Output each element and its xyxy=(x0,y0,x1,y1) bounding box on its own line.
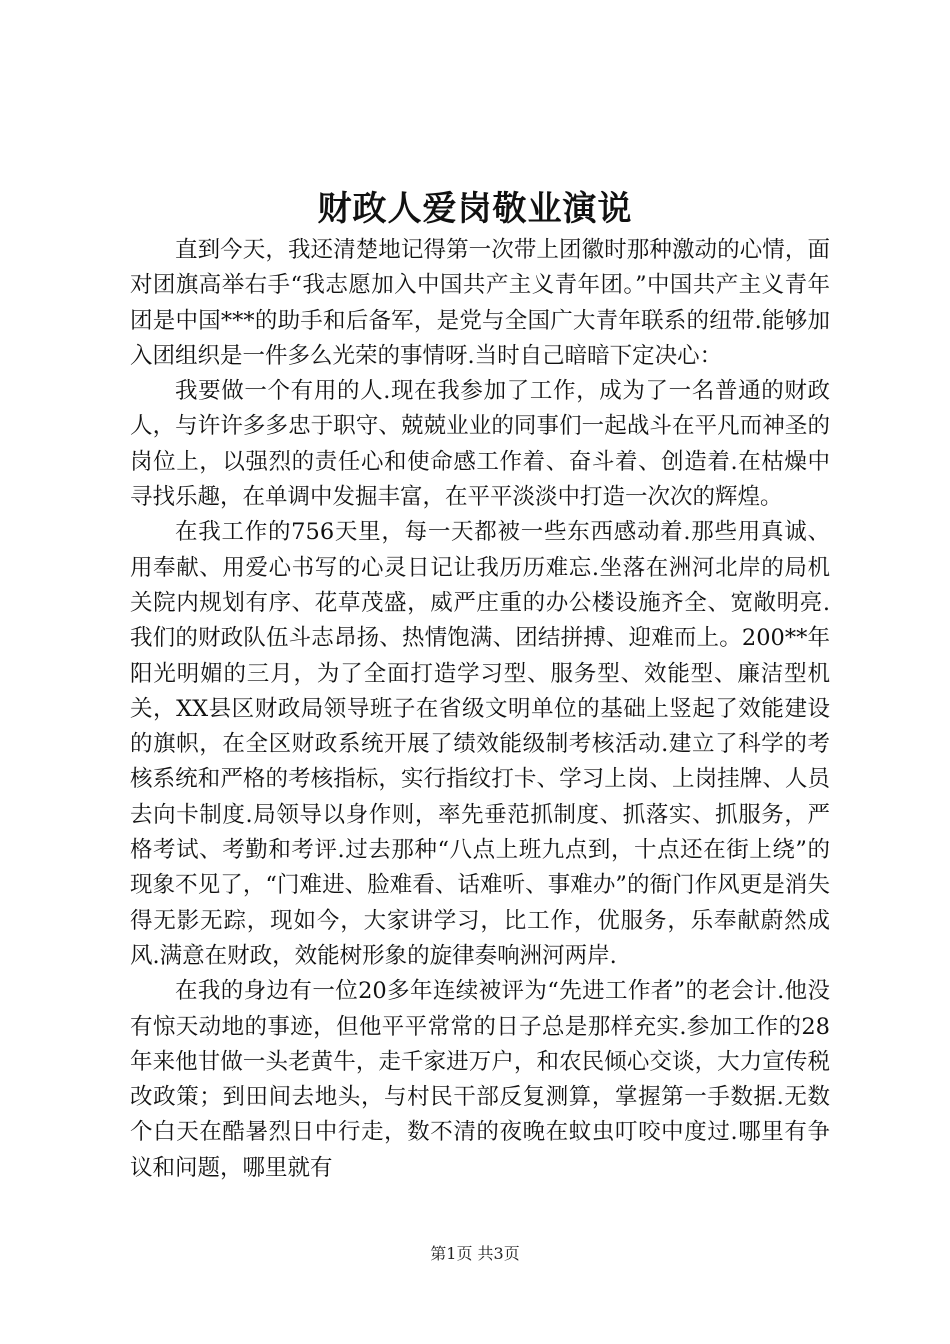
paragraph: 在我工作的756天里，每一天都被一些东西感动着.那些用真诚、用奉献、用爱心书写的心灵日记让我历历难忘.坐落在洲河北岸的局机关院内规划有序、花草茂盛，威严庄重的办公楼设施齐全、宽敞明亮.我们的财政队伍斗志昂扬、热情饱满、团结拼搏、迎难而上。200**年阳光明媚的三月，为了全面打造学习型、服务型、效能型、廉洁型机关，XX县区财政局领导班子在省级文明单位的基础上竖起了效能建设的旗帜，在全区财政系统开展了绩效能级制考核活动.建立了科学的考核系统和严格的考核指标，实行指纹打卡、学习上岗、上岗挂牌、人员去向卡制度.局领导以身作则，率先垂范抓制度、抓落实、抓服务，严格考试、考勤和考评.过去那种“八点上班九点到，十点还在街上绕”的现象不见了，“门难进、脸难看、话难听、事难办”的衙门作风更是消失得无影无踪，现如今，大家讲学习，比工作，优服务，乐奉献蔚然成风.满意在财政，效能树形象的旋律奏响洲河两岸. xyxy=(130,519,830,969)
paragraph: 我要做一个有用的人.现在我参加了工作，成为了一名普通的财政人，与许许多多忠于职守、兢兢业业的同事们一起战斗在平凡而神圣的岗位上，以强烈的责任心和使命感工作着、奋斗着、创造着.在枯燥中寻找乐趣，在单调中发掘丰富，在平平淡淡中打造一次次的辉煌。 xyxy=(130,378,830,511)
paragraph: 在我的身边有一位20多年连续被评为“先进工作者”的老会计.他没有惊天动地的事迹，但他平平常常的日子总是那样充实.参加工作的28年来他甘做一头老黄牛，走千家进万户，和农民倾心交谈，大力宣传税改政策；到田间去地头，与村民干部反复测算，掌握第一手数据.无数个白天在酷暑烈日中行走，数不清的夜晚在蚊虫叮咬中度过.哪里有争议和问题，哪里就有 xyxy=(130,978,830,1181)
document-body xyxy=(130,233,830,1186)
paragraph: 直到今天，我还清楚地记得第一次带上团徽时那种激动的心情，面对团旗高举右手“我志愿加入中国共产主义青年团。”中国共产主义青年团是中国***的助手和后备军，是党与全国广大青年联系的纽带.能够加入团组织是一件多么光荣的事情呀.当时自己暗暗下定决心： xyxy=(130,237,830,369)
document-title: 财政人爱岗敬业演说 xyxy=(317,189,633,229)
page-number-footer: 第1页 共3页 xyxy=(430,1244,520,1263)
